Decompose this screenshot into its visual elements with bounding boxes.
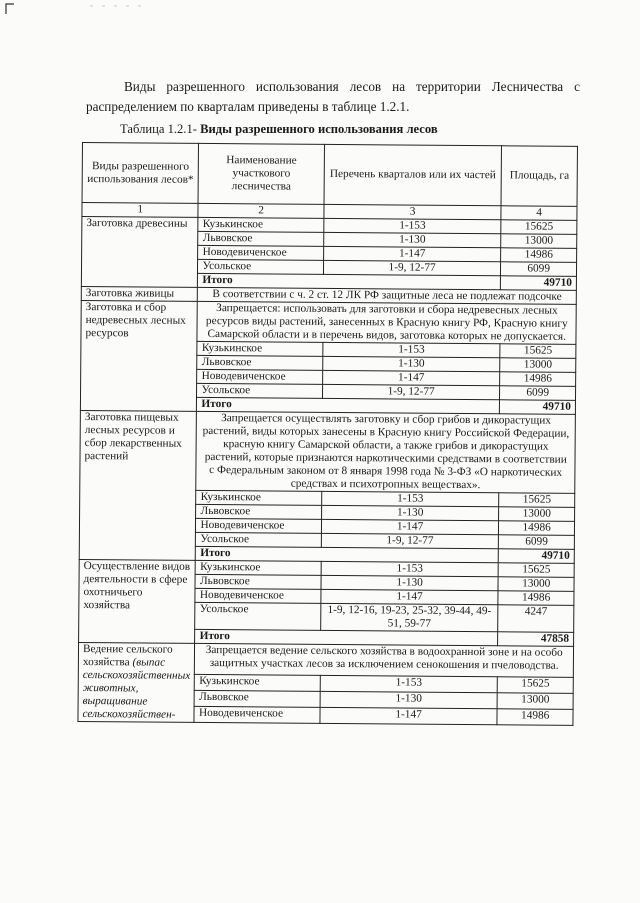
total-value: 49710 — [500, 400, 576, 415]
quarters-list: 1-153 — [321, 491, 499, 506]
column-number: 3 — [324, 204, 502, 219]
quarters-list: 1-153 — [320, 675, 498, 692]
header-cell: Виды разрешенного использования лесов* — [82, 143, 199, 204]
use-type-name: Заготовка живицы — [85, 287, 175, 300]
use-type-cell — [80, 300, 197, 411]
forestry-name: Кузькинское — [196, 490, 321, 505]
quarters-list: 1-147 — [320, 707, 498, 724]
area-value: 15625 — [499, 493, 575, 508]
area-value: 15625 — [498, 563, 574, 578]
area-value: 14986 — [499, 521, 575, 536]
quarters-list: 1-130 — [324, 232, 502, 247]
header-cell: Наименование участкового лесничества — [198, 143, 324, 204]
area-value: 15625 — [498, 677, 574, 694]
forestry-name: Усольское — [197, 383, 322, 398]
forestry-name: Усольское — [195, 602, 321, 630]
forestry-name: Новодевиченское — [196, 518, 321, 533]
area-value: 14986 — [501, 248, 577, 263]
area-value: 14986 — [497, 709, 573, 726]
use-type-name: Заготовка древесины — [86, 217, 188, 230]
area-value: 15625 — [501, 220, 577, 235]
restriction-note: Запрещается: использовать для заготовки и сбора недревесных лесных ресурсов виды растений, занесенных в Красную книгу РФ, Красную книгу Самарской области и в перечень видов, заготовка которых не допускается. — [197, 301, 576, 344]
quarters-list: 1-153 — [321, 561, 499, 576]
forestry-name: Львовское — [198, 231, 323, 246]
total-value: 47858 — [498, 632, 574, 647]
use-type-cell — [79, 559, 196, 643]
forestry-name: Львовское — [196, 504, 321, 519]
column-number: 4 — [501, 206, 577, 221]
forestry-name: Львовское — [195, 574, 320, 589]
table-caption — [120, 122, 438, 137]
forestry-name: Усольское — [198, 259, 323, 274]
land-use-table — [77, 142, 578, 726]
header-cell: Площадь, га — [501, 146, 577, 207]
restriction-note: Запрещается осуществлять заготовку и сбор грибов и дикорастущих растений, виды которых занесены в Красную книгу Российской Федерации, красную книгу Самарской области, а также грибов и дикорастущих растений, которые признаются наркотическими средствами в соответствии с Федеральным законом от 8 января 1998 года № 3-ФЗ «О наркотических средствах и психотропных веществах». — [196, 411, 575, 493]
caption-title: Виды разрешенного использования лесов — [200, 122, 438, 136]
use-type-cell — [79, 410, 197, 560]
area-value: 13000 — [497, 693, 573, 710]
use-type-name: Заготовка пищевых лесных ресурсов и сбор лекарственных растений — [84, 411, 182, 463]
quarters-list: 1-130 — [320, 691, 498, 708]
use-type-name: Заготовка и сбор недревесных лесных ресурсов — [85, 301, 186, 340]
total-label: Итого — [195, 629, 498, 645]
quarters-list: 1-130 — [321, 505, 499, 520]
quarters-list: 1-9, 12-77 — [322, 384, 500, 399]
quarters-list: 1-153 — [324, 218, 502, 233]
header-row — [82, 143, 577, 207]
quarters-list: 1-9, 12-77 — [321, 533, 499, 548]
area-value: 6099 — [500, 386, 576, 401]
forestry-name: Новодевиченское — [198, 245, 323, 260]
use-type-cell — [78, 642, 195, 722]
forestry-name: Усольское — [196, 532, 321, 547]
column-number: 2 — [198, 203, 323, 218]
area-value: 13000 — [498, 577, 574, 592]
quarters-list: 1-9, 12-16, 19-23, 25-32, 39-44, 49-51, 59-77 — [320, 603, 498, 631]
forestry-name: Кузькинское — [198, 217, 323, 232]
header-cell: Перечень кварталов или их частей — [324, 144, 502, 205]
quarters-list: 1-153 — [323, 342, 501, 357]
total-label: Итого — [198, 273, 501, 289]
area-value: 13000 — [500, 358, 576, 373]
area-value: 6099 — [501, 262, 577, 277]
area-value: 6099 — [499, 535, 575, 550]
note-row — [81, 300, 576, 344]
area-value: 13000 — [499, 507, 575, 522]
use-type-name: Ведение сельского хозяйства — [82, 643, 173, 669]
total-label: Итого — [196, 546, 499, 562]
quarters-list: 1-147 — [323, 246, 501, 261]
area-value: 14986 — [500, 372, 576, 387]
quarters-list: 1-147 — [321, 589, 499, 604]
total-label: Итого — [197, 397, 500, 413]
quarters-list: 1-9, 12-77 — [323, 260, 501, 275]
use-type-name: Осуществление видов деятельности в сфере охотничьего хозяйства — [83, 560, 191, 612]
quarters-list: 1-147 — [321, 519, 499, 534]
use-type-cell — [81, 286, 198, 301]
note-row — [78, 642, 573, 677]
scan-marks — [0, 0, 640, 20]
forestry-name: Новодевиченское — [194, 706, 319, 723]
forestry-name: Новодевиченское — [197, 369, 322, 384]
caption-prefix: Таблица 1.2.1- — [120, 122, 197, 136]
forestry-name: Львовское — [195, 690, 320, 707]
area-value: 4247 — [498, 605, 574, 633]
area-value: 14986 — [498, 591, 574, 606]
area-value: 13000 — [501, 234, 577, 249]
forestry-name: Кузькинское — [195, 674, 320, 691]
total-value: 49710 — [499, 549, 575, 564]
restriction-note: В соответствии с ч. 2 ст. 12 ЛК РФ защитные леса не подлежат подсочке — [198, 287, 577, 304]
quarters-list: 1-130 — [321, 575, 499, 590]
column-number: 1 — [82, 203, 199, 218]
intro-paragraph: Виды разрешенного использования лесов на территории Лесничества с распределением по кварталам приведены в таблице 1.2.1. — [86, 79, 580, 115]
area-value: 15625 — [500, 344, 576, 359]
forestry-name: Кузькинское — [196, 560, 321, 575]
use-type-cell — [81, 217, 198, 288]
quarters-list: 1-147 — [322, 370, 500, 385]
forestry-name: Кузькинское — [197, 341, 322, 356]
quarters-list: 1-130 — [323, 356, 501, 371]
use-type-detail: (выпас сельскохозяйственных животных, выращивание сельскохозяйствен- — [82, 656, 191, 721]
total-value: 49710 — [501, 276, 577, 291]
note-row — [80, 410, 576, 493]
forestry-name: Новодевиченское — [195, 588, 320, 603]
restriction-note: Запрещается ведение сельского хозяйства в водоохранной зоне и на особо защитных участках лесов за исключением сенокошения и пчеловодства. — [195, 643, 574, 677]
forestry-name: Львовское — [197, 355, 322, 370]
